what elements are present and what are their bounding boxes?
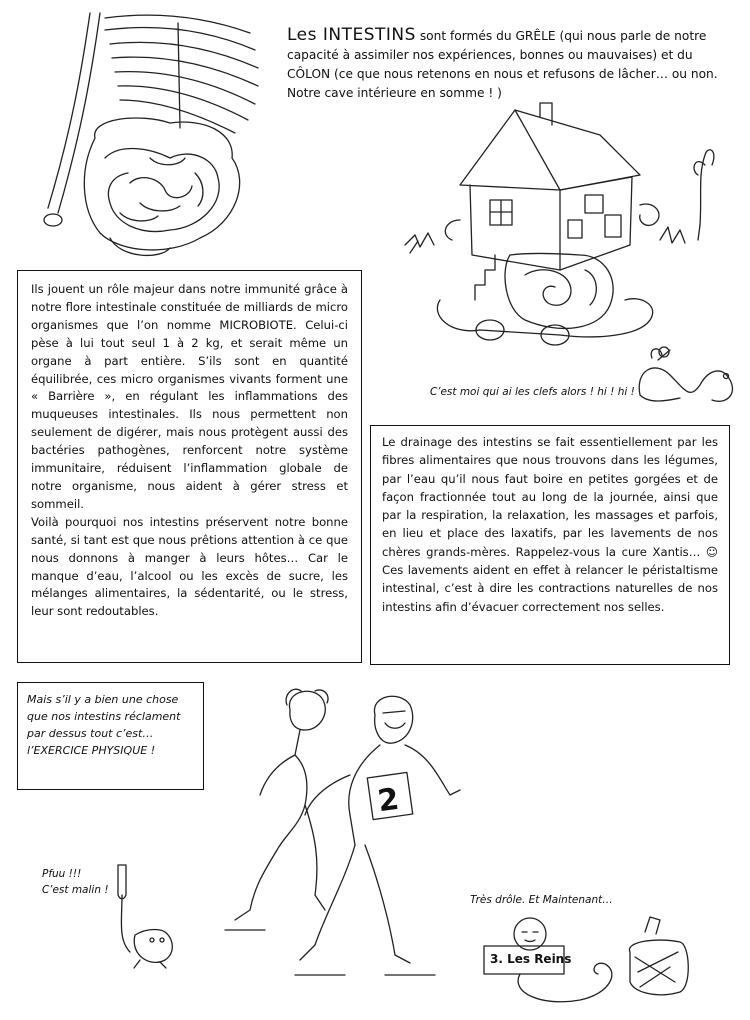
kidney-sign: 3. Les Reins (490, 952, 572, 966)
immunity-paragraph-2: Voilà pourquoi nos intestins préservent notre bonne santé, si tant est que nous prêtions attention à ce que nous donnons à manger à leurs hôtes… Car le manque d’eau, l’alcool ou les excès de sucre, les mélanges alimentaires, la sédentarité, ou le stress, leur sont redoutables. (31, 514, 348, 619)
immunity-paragraph-1: Ils jouent un rôle majeur dans notre immunité grâce à notre flore intestinale constituée de milliards de micro organismes que l’on nomme MICROBIOTE. Celui-ci pèse à lui tout seul 1 à 2 kg, et serait même un organe à part entière. S’ils sont en quantité équilibrée, ces micro organismes vivants forment une « Barrière », en régulant les inflammations des muqueuses intestinales. Ils nous permettent non seulement de digérer, mais nous protègent aussi des bactéries pathogènes, renforcent notre système immunitaire, réduisent l’inflammation globale de notre organisme, nous aident à gérer stress et sommeil. (31, 282, 348, 511)
intro-lead: Les INTESTINS (287, 25, 416, 45)
worm-with-key-drawing (630, 340, 740, 410)
intro-paragraph (287, 26, 732, 103)
exercise-paragraph: Mais s’il y a bien une chose que nos intestins réclament par dessus tout c’est… l’EXERCICE PHYSIQUE ! (27, 693, 181, 757)
drainage-textbox (370, 425, 730, 665)
enema-character-drawing (110, 860, 190, 970)
caption-keys: C’est moi qui ai les clefs alors ! hi ! hi ! (430, 386, 635, 398)
caption-pfuu-line1: Pfuu !!! (42, 868, 82, 880)
intro-text: sont formés du GRÊLE (qui nous parle de notre capacité à assimiler nos expériences, bonnes ou mauvaises) et du CÔLON (ce que nous retenons en nous et refusons de lâcher… ou non. Notre cave intérieure en somme ! ) (287, 29, 718, 100)
caption-next: Très drôle. Et Maintenant… (470, 894, 613, 906)
caption-pfuu (42, 866, 109, 898)
drainage-paragraph: Le drainage des intestins se fait essentiellement par les fibres alimentaires que nous trouvons dans les légumes, par l’eau qu’il nous faut boire en petites gorgées et de façon fractionnée tout au long de la journée, ainsi que par la respiration, la relaxation, les massages et parfois, en lieu et place des laxatifs, par les lavements de nos chères grands-mères. Rappelez-vous la cure Xantis… ☺ Ces lavements aident en effet à relancer le péristaltisme intestinal, c’est à dire les contractions naturelles de nos intestins afin d’évacuer correctement nos selles. (382, 435, 718, 614)
bib-number: 2 (375, 781, 402, 820)
running-couple-drawing (205, 685, 475, 995)
intestine-house-drawing (400, 95, 730, 345)
skeleton-intestines-drawing (20, 8, 280, 263)
immunity-textbox (17, 270, 362, 663)
exercise-textbox (17, 682, 204, 790)
caption-pfuu-line2: C’est malin ! (42, 884, 109, 896)
